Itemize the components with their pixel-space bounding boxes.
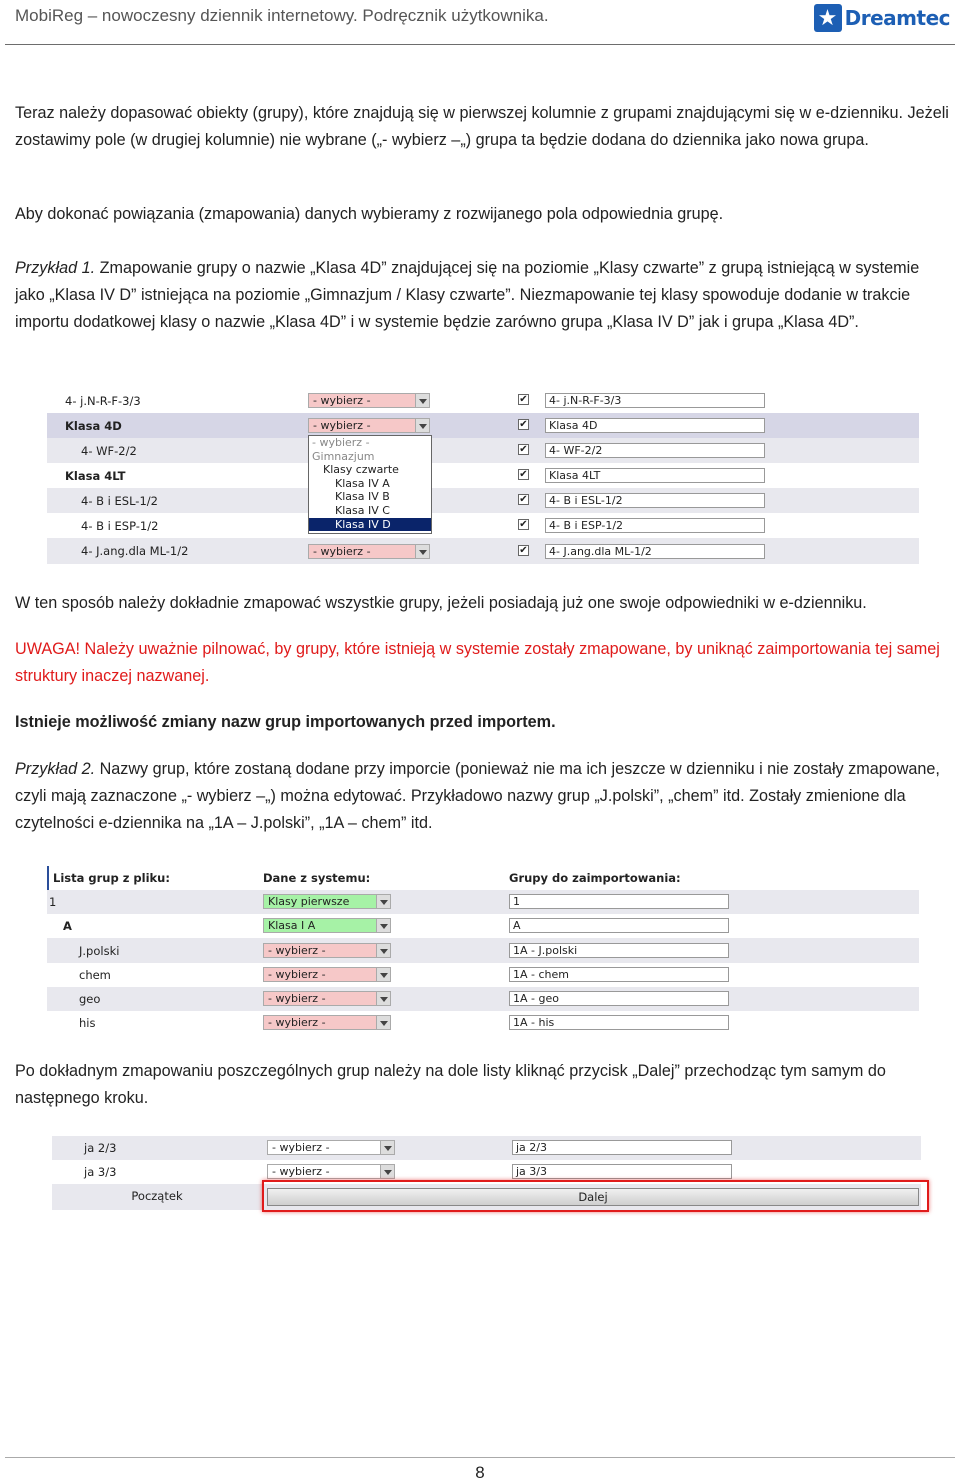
example-2-label: Przykład 2.: [15, 760, 96, 778]
table-row: [47, 513, 919, 538]
import-group-field[interactable]: ja 3/3: [512, 1164, 732, 1179]
system-group-select[interactable]: - wybierz -: [308, 418, 430, 433]
chevron-down-icon[interactable]: [376, 944, 390, 957]
dropdown-option-selected[interactable]: Klasa IV D: [309, 518, 431, 532]
paragraph-next-step: Po dokładnym zmapowaniu poszczególnych grup należy na dole listy kliknąć przycisk „Dalej” przechodząc tym samym do następnego kroku.: [15, 1062, 886, 1107]
group-name: 4- WF-2/2: [81, 443, 137, 458]
group-name: Klasa 4D: [65, 418, 122, 433]
system-group-select[interactable]: - wybierz -: [267, 1140, 395, 1155]
import-checkbox[interactable]: ✔: [519, 545, 528, 556]
group-name: geo: [79, 992, 101, 1006]
system-group-select[interactable]: - wybierz -: [263, 943, 391, 958]
system-group-select[interactable]: - wybierz -: [263, 967, 391, 982]
system-group-select[interactable]: Klasy pierwsze: [263, 894, 391, 909]
paragraph-map-all: W ten sposób należy dokładnie zmapować wszystkie grupy, jeżeli posiadają już one swoje odpowiedniki w e-dzienniku.: [15, 594, 867, 612]
import-group-field[interactable]: 1: [509, 894, 729, 909]
import-checkbox[interactable]: ✔: [519, 444, 528, 455]
import-checkbox[interactable]: ✔: [519, 519, 528, 530]
next-button[interactable]: Dalej: [267, 1188, 919, 1206]
table-row: [47, 987, 919, 1011]
paragraph-intro: Teraz należy dopasować obiekty (grupy), które znajdują się w pierwszej kolumnie z grupami znajdującymi się w e-dzienniku. Jeżeli zostawimy pole (w drugiej kolumnie) nie wybrane („- wybierz –„) grupa ta będzie dodana do dziennika jako nowa grupa.: [15, 104, 949, 149]
chevron-down-icon[interactable]: [380, 1165, 394, 1178]
import-group-field[interactable]: 1A - chem: [509, 967, 729, 982]
system-group-select[interactable]: - wybierz -: [308, 393, 430, 408]
group-name: 1: [49, 895, 57, 909]
next-button-highlight: [262, 1180, 929, 1212]
system-group-select[interactable]: - wybierz -: [263, 1015, 391, 1030]
column-header: Grupy do zaimportowania:: [509, 871, 681, 885]
table-row: [47, 538, 919, 564]
chevron-down-icon[interactable]: [376, 968, 390, 981]
column-header: Lista grup z pliku:: [53, 871, 170, 885]
import-group-field[interactable]: 1A - geo: [509, 991, 729, 1006]
table-row: [47, 438, 919, 463]
group-name: A: [63, 919, 72, 933]
group-name: 4- j.N-R-F-3/3: [65, 393, 141, 408]
table-row: [47, 938, 919, 963]
dropdown-option[interactable]: - wybierz -: [312, 436, 370, 449]
paragraph-mapping: Aby dokonać powiązania (zmapowania) danych wybieramy z rozwijanego pola odpowiednia grupę.: [15, 205, 724, 223]
import-checkbox[interactable]: ✔: [519, 469, 528, 480]
table-row: [47, 963, 919, 987]
table-row: [47, 890, 919, 914]
table-row: [47, 914, 919, 938]
import-group-field[interactable]: Klasa 4D: [545, 418, 765, 433]
chevron-down-icon[interactable]: [376, 895, 390, 908]
import-checkbox[interactable]: ✔: [519, 419, 528, 430]
dreamtec-logo: [814, 4, 950, 32]
group-name: 4- B i ESP-1/2: [81, 518, 159, 533]
footer-divider: [5, 1457, 955, 1458]
chevron-down-icon[interactable]: [415, 545, 429, 558]
system-group-select[interactable]: - wybierz -: [308, 544, 430, 559]
group-name: chem: [79, 968, 111, 982]
table-row: [47, 463, 919, 488]
dropdown-option[interactable]: Klasy czwarte: [323, 463, 399, 477]
import-group-field[interactable]: 4- WF-2/2: [545, 443, 765, 458]
group-name: 4- J.ang.dla ML-1/2: [81, 544, 189, 558]
mapping-screenshot-2: [47, 866, 919, 1036]
dropdown-option[interactable]: Klasa IV B: [335, 490, 390, 504]
group-name: J.polski: [79, 943, 120, 958]
table-header-row: [47, 866, 919, 890]
import-checkbox[interactable]: ✔: [519, 494, 528, 505]
group-name: 4- B i ESL-1/2: [81, 493, 158, 508]
import-group-field[interactable]: 4- j.N-R-F-3/3: [545, 393, 765, 408]
table-row: [47, 1011, 919, 1035]
import-group-field[interactable]: 4- B i ESP-1/2: [545, 518, 765, 533]
header-divider: [5, 44, 955, 45]
dropdown-option[interactable]: Gimnazjum: [312, 449, 375, 463]
import-group-field[interactable]: 1A - J.polski: [509, 943, 729, 958]
star-logo-icon: [814, 4, 842, 32]
mapping-screenshot-1: [47, 388, 919, 564]
example-1-label: Przykład 1.: [15, 259, 96, 277]
group-dropdown-list[interactable]: [308, 435, 432, 534]
logo-text: Dreamtec: [844, 6, 950, 30]
import-group-field[interactable]: A: [509, 918, 729, 933]
table-row: [52, 1136, 921, 1160]
chevron-down-icon[interactable]: [376, 992, 390, 1005]
chevron-down-icon[interactable]: [415, 419, 429, 432]
group-name: ja 3/3: [84, 1165, 117, 1179]
chevron-down-icon[interactable]: [376, 1016, 390, 1029]
example-2-text: Nazwy grup, które zostaną dodane przy imporcie (ponieważ nie ma ich jeszcze w dzienniku i nie zostały zmapowane, czyli mają zaznaczone „- wybierz –„) można edytować. Przykładowo nazwy grup „J.polski”, „chem” itd. Zostały zmienione dla czytelności e-dziennika na „1A – J.polski”, „1A – chem” itd.: [15, 760, 940, 832]
import-group-field[interactable]: Klasa 4LT: [545, 468, 765, 483]
start-button[interactable]: Początek: [131, 1189, 183, 1203]
chevron-down-icon[interactable]: [376, 919, 390, 932]
chevron-down-icon[interactable]: [415, 394, 429, 407]
paragraph-warning: UWAGA! Należy uważnie pilnować, by grupy, które istnieją w systemie zostały zmapowane, by uniknąć zaimportowania tej samej struktury inaczej nazwanej.: [15, 640, 940, 685]
dropdown-option[interactable]: Klasa IV C: [335, 503, 390, 517]
import-group-field[interactable]: 4- J.ang.dla ML-1/2: [545, 544, 765, 559]
chevron-down-icon[interactable]: [380, 1141, 394, 1154]
group-name: Klasa 4LT: [65, 468, 126, 483]
page-number: 8: [475, 1463, 485, 1482]
import-checkbox[interactable]: ✔: [519, 394, 528, 405]
paragraph-example-2: [15, 756, 950, 837]
table-row: [47, 388, 919, 413]
system-group-select[interactable]: - wybierz -: [267, 1164, 395, 1179]
column-header: Dane z systemu:: [263, 871, 371, 885]
document-header-title: MobiReg – nowoczesny dziennik internetowy. Podręcznik użytkownika.: [15, 6, 549, 25]
import-group-field[interactable]: 4- B i ESL-1/2: [545, 493, 765, 508]
paragraph-rename-note: Istnieje możliwość zmiany nazw grup importowanych przed importem.: [15, 713, 556, 731]
system-group-select[interactable]: Klasa I A: [263, 918, 391, 933]
import-group-field[interactable]: ja 2/3: [512, 1140, 732, 1155]
group-name: ja 2/3: [84, 1141, 117, 1155]
paragraph-example-1: [15, 255, 950, 336]
import-group-field[interactable]: 1A - his: [509, 1015, 729, 1030]
group-name: his: [79, 1016, 96, 1030]
dropdown-option[interactable]: Klasa IV A: [335, 476, 390, 490]
table-row: [47, 488, 919, 513]
table-row: [47, 413, 919, 438]
example-1-text: Zmapowanie grupy o nazwie „Klasa 4D” znajdującej się na poziomie „Klasy czwarte” z grupą istniejącą w systemie jako „Klasa IV D” istniejąca na poziomie „Gimnazjum / Klasy czwarte”. Niezmapowanie tej klasy spowoduje dodanie w trakcie importu dodatkowej klasy o nazwie „Klasa 4D” i w systemie będzie zarówno grupa „Klasa IV D” jak i grupa „Klasa 4D”.: [15, 259, 920, 331]
system-group-select[interactable]: - wybierz -: [263, 991, 391, 1006]
